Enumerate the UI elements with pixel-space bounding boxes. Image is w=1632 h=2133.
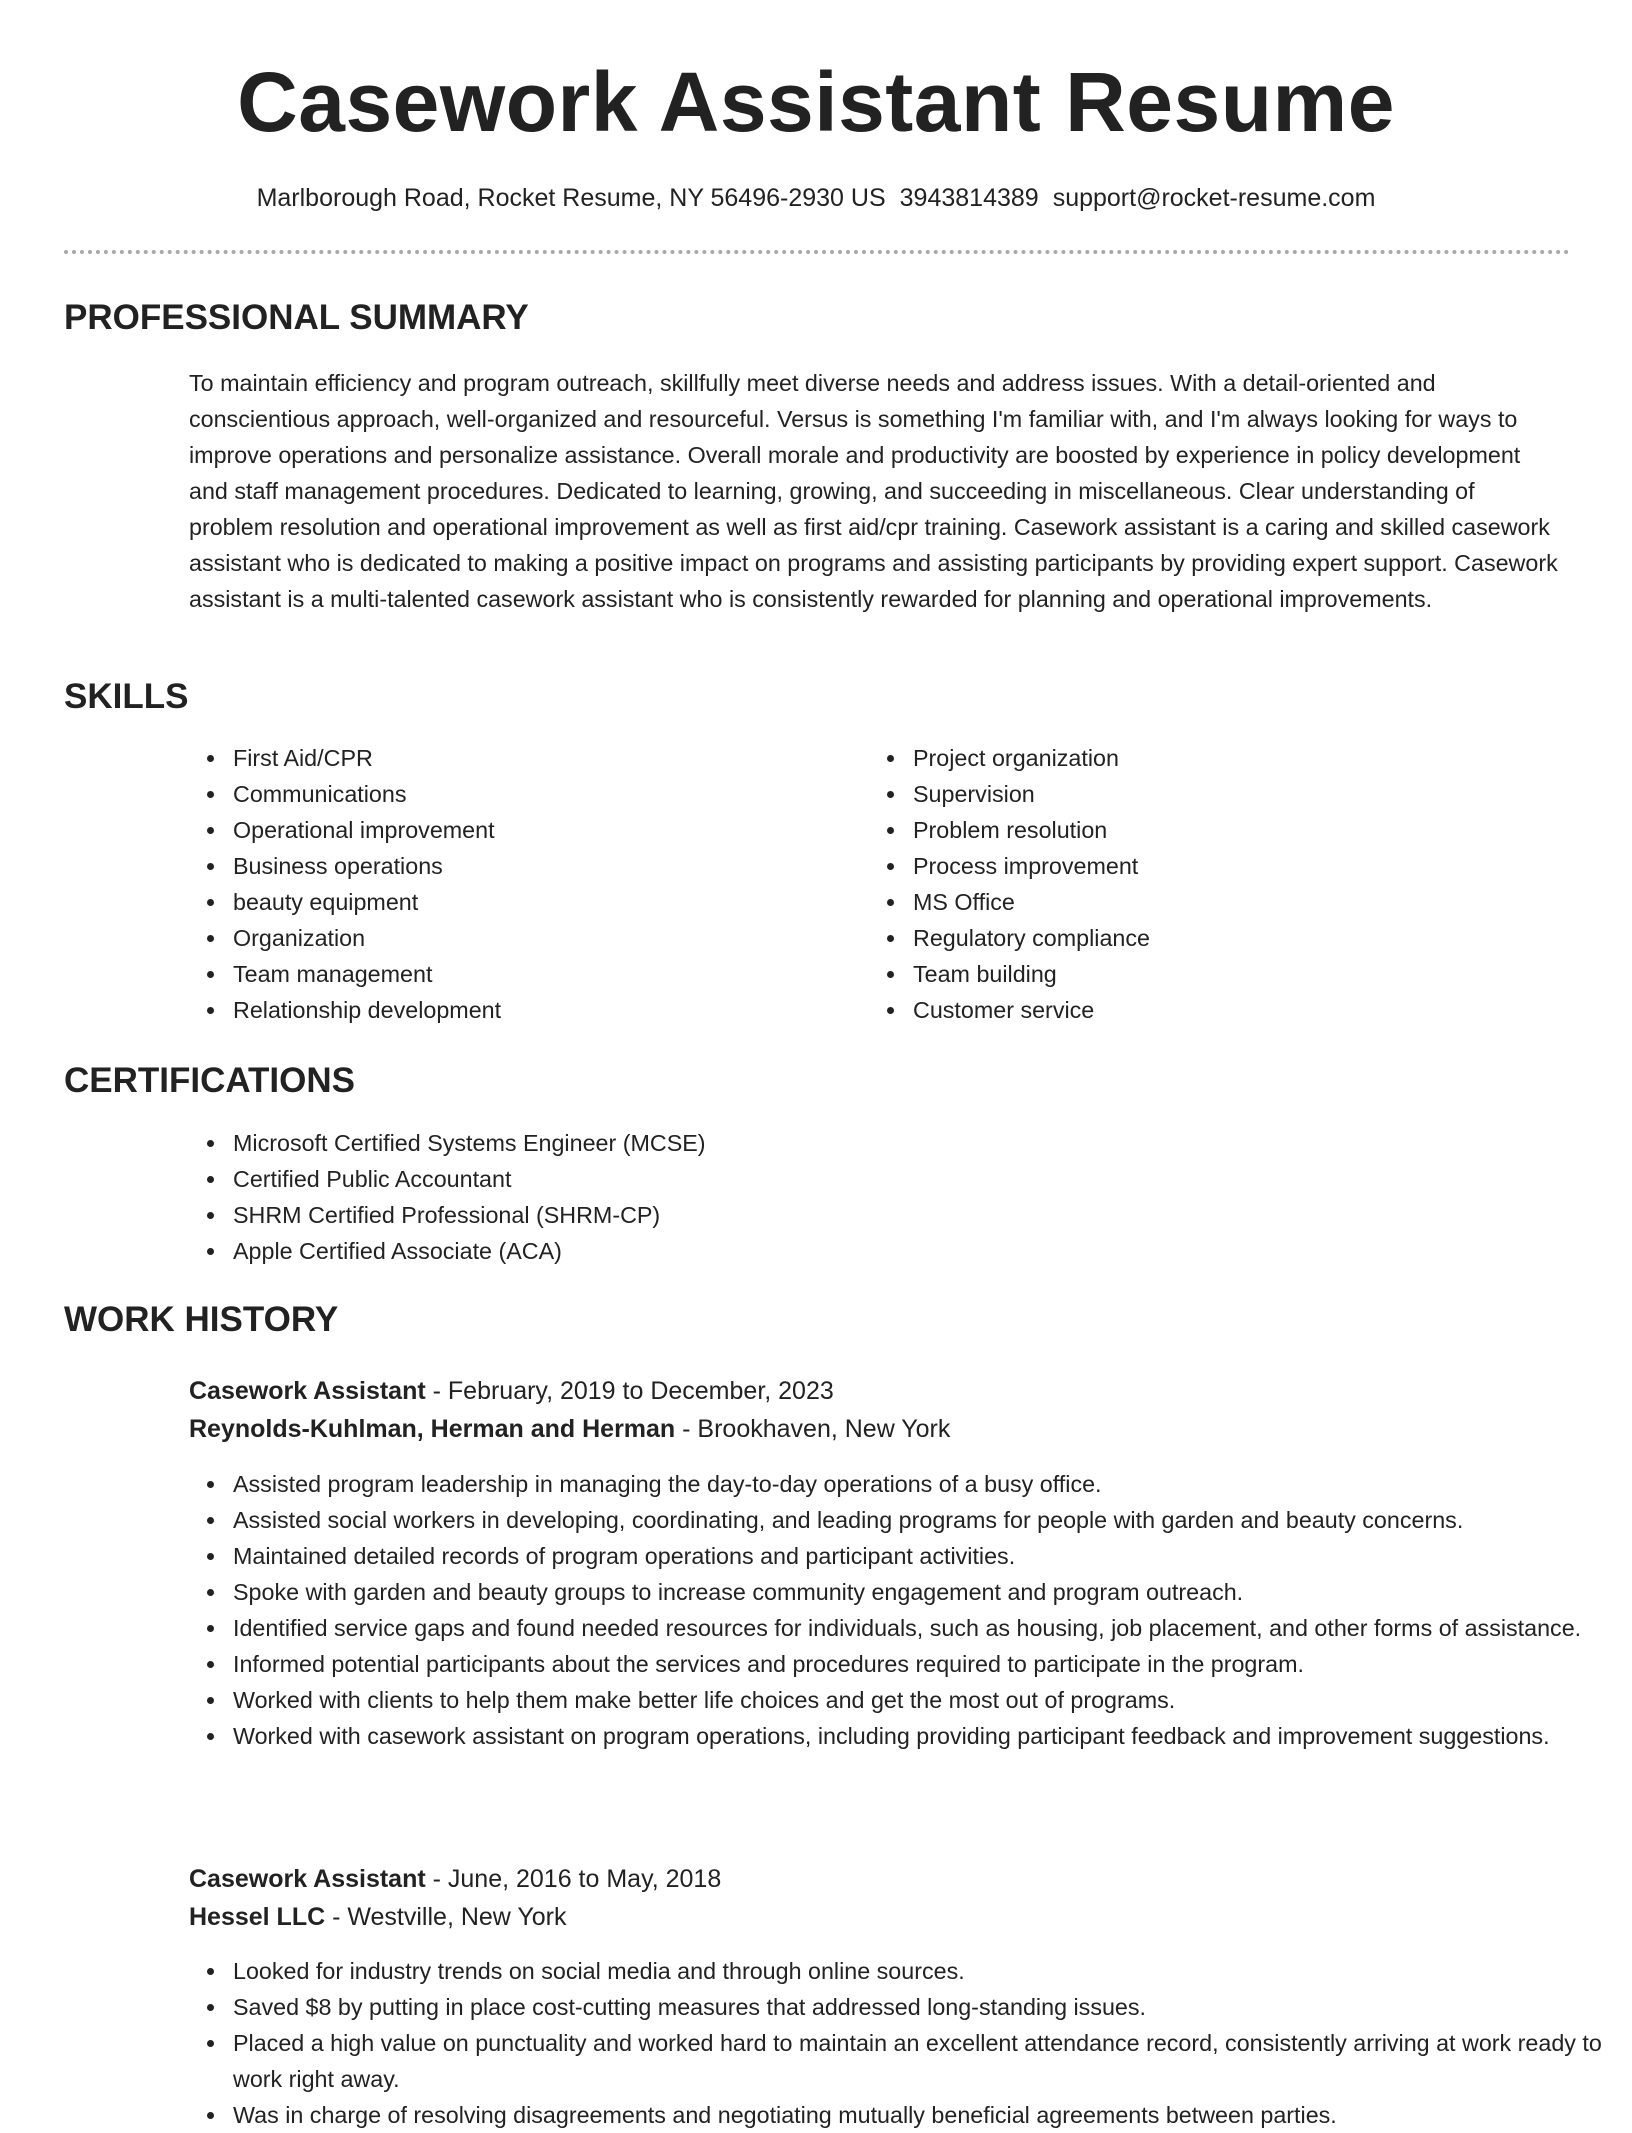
- job-bullet: Spoke with garden and beauty groups to increase community engagement and program outreach.: [233, 1574, 1613, 1610]
- resume-title: Casework Assistant Resume: [237, 55, 1395, 149]
- job-bullet: Worked with clients to help them make better life choices and get the most out of programs.: [233, 1682, 1613, 1718]
- job-location: - Westville, New York: [325, 1903, 567, 1931]
- job-company-line: [189, 1410, 950, 1448]
- skill-item: Team building: [913, 956, 1563, 992]
- job-title-line: [189, 1372, 834, 1410]
- job-dates: - June, 2016 to May, 2018: [425, 1865, 722, 1893]
- skill-item: Process improvement: [913, 848, 1563, 884]
- job-bullet: Placed a high value on punctuality and worked hard to maintain an excellent attendance record, consistently arriving at work ready to work right away.: [233, 2025, 1613, 2097]
- certifications-list: [189, 1125, 1233, 1269]
- job-bullet: Maintained detailed records of program operations and participant activities.: [233, 1538, 1613, 1574]
- certification-item: Microsoft Certified Systems Engineer (MCSE): [233, 1125, 1233, 1161]
- job-bullet: Assisted program leadership in managing the day-to-day operations of a busy office.: [233, 1466, 1613, 1502]
- job-bullet: Looked for industry trends on social media and through online sources.: [233, 1953, 1613, 1989]
- header-divider: [64, 250, 1570, 254]
- job-bullets: [189, 1953, 1613, 2133]
- skills-list-left: [189, 740, 833, 1028]
- skill-item: Problem resolution: [913, 812, 1563, 848]
- work-history-heading: WORK HISTORY: [64, 1300, 339, 1339]
- job-dates: - February, 2019 to December, 2023: [425, 1377, 834, 1405]
- job-company-line: [189, 1898, 566, 1936]
- skills-list-right: [869, 740, 1563, 1028]
- skill-item: Supervision: [913, 776, 1563, 812]
- skill-item: Regulatory compliance: [913, 920, 1563, 956]
- skill-item: Communications: [233, 776, 833, 812]
- skill-item: MS Office: [913, 884, 1563, 920]
- certification-item: Apple Certified Associate (ACA): [233, 1233, 1233, 1269]
- skill-item: First Aid/CPR: [233, 740, 833, 776]
- job-location: - Brookhaven, New York: [675, 1415, 951, 1443]
- contact-address: Marlborough Road, Rocket Resume, NY 56496-2930 US: [256, 184, 886, 212]
- skill-item: Customer service: [913, 992, 1563, 1028]
- skill-item: Project organization: [913, 740, 1563, 776]
- summary-text: To maintain efficiency and program outreach, skillfully meet diverse needs and address issues. With a detail-oriented and conscientious approach, well-organized and resourceful. Versus is something I'm familiar with, and I'm always looking for ways to improve operations and personalize assistance. Overall morale and productivity are boosted by experience in policy development and staff management procedures. Dedicated to learning, growing, and succeeding in miscellaneous. Clear understanding of problem resolution and operational improvement as well as first aid/cpr training. Casework assistant is a caring and skilled casework assistant who is dedicated to making a positive impact on programs and assisting participants by providing expert support. Casework assistant is a multi-talented casework assistant who is consistently rewarded for planning and operational improvements.: [189, 370, 1558, 612]
- skills-heading: SKILLS: [64, 677, 189, 716]
- job-bullet: Identified service gaps and found needed resources for individuals, such as housing, job placement, and other forms of assistance.: [233, 1610, 1613, 1646]
- job-bullet: Saved $8 by putting in place cost-cutting measures that addressed long-standing issues.: [233, 1989, 1613, 2025]
- contact-email: support@rocket-resume.com: [1052, 184, 1376, 212]
- skill-item: beauty equipment: [233, 884, 833, 920]
- skill-item: Relationship development: [233, 992, 833, 1028]
- contact-line: [0, 180, 1632, 216]
- job-bullet: Informed potential participants about the services and procedures required to participate in the program.: [233, 1646, 1613, 1682]
- certifications-heading: CERTIFICATIONS: [64, 1061, 356, 1100]
- certification-item: SHRM Certified Professional (SHRM-CP): [233, 1197, 1233, 1233]
- job-role: Casework Assistant: [189, 1377, 426, 1405]
- job-role: Casework Assistant: [189, 1865, 426, 1893]
- skill-item: Business operations: [233, 848, 833, 884]
- contact-phone: 3943814389: [899, 184, 1039, 212]
- skill-item: Team management: [233, 956, 833, 992]
- job-bullet: Assisted social workers in developing, coordinating, and leading programs for people with garden and beauty concerns.: [233, 1502, 1613, 1538]
- skill-item: Operational improvement: [233, 812, 833, 848]
- job-company: Hessel LLC: [189, 1903, 326, 1931]
- skill-item: Organization: [233, 920, 833, 956]
- job-bullets: [189, 1466, 1613, 1754]
- job-company: Reynolds-Kuhlman, Herman and Herman: [189, 1415, 676, 1443]
- job-title-line: [189, 1860, 721, 1898]
- job-bullet: Worked with casework assistant on program operations, including providing participant feedback and improvement suggestions.: [233, 1718, 1613, 1754]
- certification-item: Certified Public Accountant: [233, 1161, 1233, 1197]
- job-bullet: Was in charge of resolving disagreements and negotiating mutually beneficial agreements between parties.: [233, 2097, 1613, 2133]
- summary-heading: PROFESSIONAL SUMMARY: [64, 298, 529, 337]
